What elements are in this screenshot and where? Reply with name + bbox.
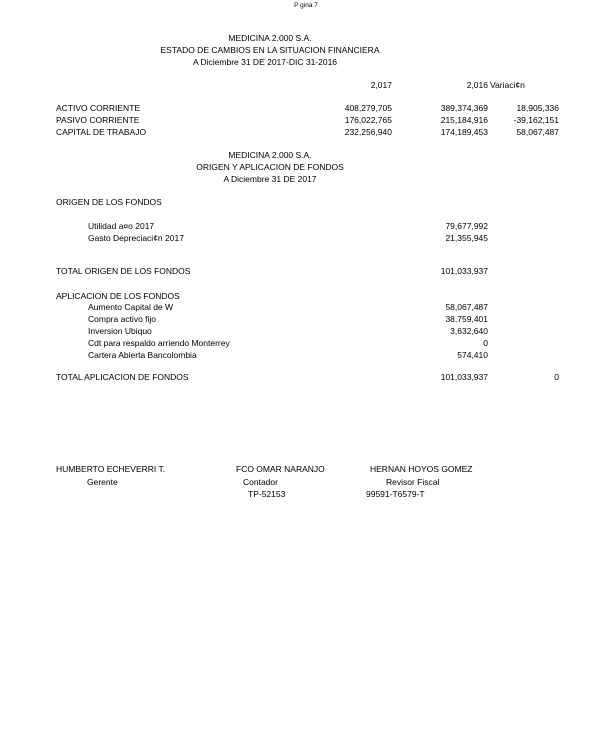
signer-license: 99591-T6579-T [366, 489, 425, 499]
row-value-2016: 174,189,453 [440, 127, 488, 137]
row-value-2017: 232,256,940 [344, 127, 392, 137]
row-label: ACTIVO CORRIENTE [56, 103, 141, 113]
column-header-2016: 2,016 [466, 80, 488, 90]
application-item-value: 58,067,487 [445, 302, 488, 312]
origin-total-value: 101,033,937 [440, 266, 488, 276]
row-value-2016: 215,184,916 [440, 115, 488, 125]
statement-title: ESTADO DE CAMBIOS EN LA SITUACION FINANCIERA [160, 45, 380, 55]
application-item-label: Aumento Capital de W [88, 302, 174, 312]
application-item-value: 38,759,401 [445, 314, 488, 324]
row-label: CAPITAL DE TRABAJO [56, 127, 147, 137]
statement-period: A Diciembre 31 DE 2017-DIC 31-2016 [192, 57, 338, 67]
funds-company: MEDICINA 2.000 S.A. [228, 150, 312, 160]
signer-name: HUMBERTO ECHEVERRI T. [56, 464, 166, 474]
application-item-label: Compra activo fijo [88, 314, 157, 324]
application-total-difference: 0 [554, 372, 559, 382]
signer-role: Revisor Fiscal [386, 477, 440, 487]
signer-name: FCO OMAR NARANJO [236, 464, 325, 474]
application-item-label: Inversion Ubiquo [88, 326, 152, 336]
signer-role: Contador [243, 477, 278, 487]
signer-license: TP-52153 [248, 489, 286, 499]
application-item-value: 574,410 [457, 350, 488, 360]
signer-role: Gerente [87, 477, 118, 487]
application-heading: APLICACION DE LOS FONDOS [56, 291, 180, 301]
application-item-label: Cartera Abierta Bancolombia [88, 350, 197, 360]
row-variation: 58,067,487 [516, 127, 559, 137]
row-variation: -39,162,151 [513, 115, 559, 125]
origin-item-value: 79,677,992 [445, 221, 488, 231]
row-label: PASIVO CORRIENTE [56, 115, 140, 125]
origin-item-label: Gasto Depreciaci¢n 2017 [88, 233, 184, 243]
application-total-label: TOTAL APLICACION DE FONDOS [56, 372, 189, 382]
column-header-2017: 2,017 [370, 80, 392, 90]
origin-total-label: TOTAL ORIGEN DE LOS FONDOS [56, 266, 191, 276]
funds-period: A Diciembre 31 DE 2017 [223, 174, 317, 184]
row-variation: 18,905,336 [516, 103, 559, 113]
column-header-variation: Variaci¢n [490, 80, 525, 90]
origin-item-label: Utilidad a¤o 2017 [88, 221, 155, 231]
application-item-value: 3,632,640 [450, 326, 488, 336]
application-total-value: 101,033,937 [440, 372, 488, 382]
origin-item-value: 21,355,945 [445, 233, 488, 243]
row-value-2016: 389,374,369 [440, 103, 488, 113]
application-item-value: 0 [483, 338, 488, 348]
origin-heading: ORIGEN DE LOS FONDOS [56, 197, 162, 207]
row-value-2017: 176,022,765 [344, 115, 392, 125]
funds-title: ORIGEN Y APLICACION DE FONDOS [196, 162, 344, 172]
statement-company: MEDICINA 2.000 S.A. [228, 33, 312, 43]
application-item-label: Cdt para respaldo arriendo Monterrey [88, 338, 230, 348]
row-value-2017: 408,279,705 [344, 103, 392, 113]
page-number: P gina 7 [294, 2, 318, 9]
signer-name: HERNAN HOYOS GOMEZ [370, 464, 473, 474]
